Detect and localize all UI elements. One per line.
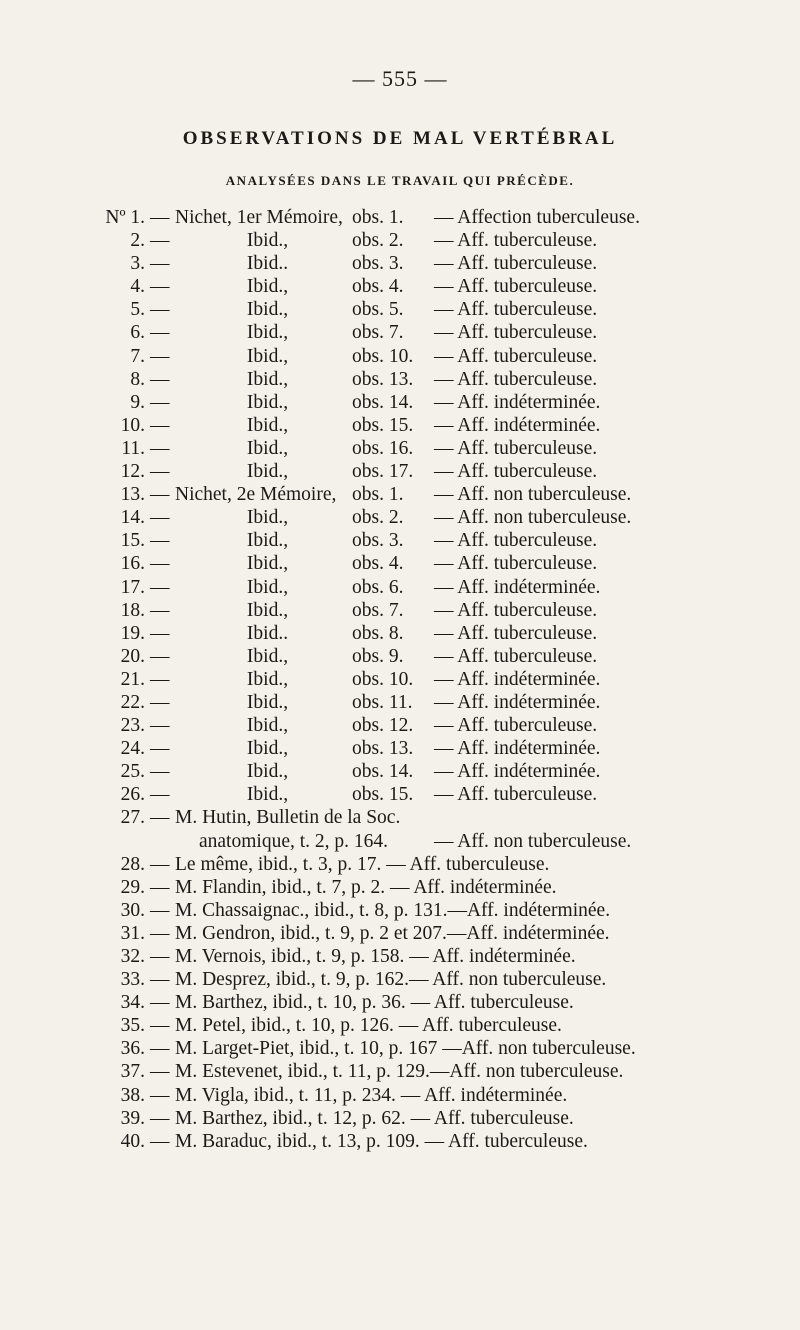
entry-affection: — Aff. tuberculeuse. [434, 230, 598, 252]
list-item-continuation [0, 831, 800, 854]
entry-observation: obs. 3. [352, 253, 404, 275]
entry-source: Ibid., [246, 784, 289, 806]
page-number: — 555 — [352, 66, 448, 91]
entry-observation: obs. 17. [352, 461, 414, 483]
list-item [0, 346, 800, 369]
entry-dash: — [150, 784, 170, 806]
entry-dash: — [150, 507, 170, 529]
entry-dash: — [150, 414, 170, 436]
list-item [0, 807, 800, 830]
entry-source: M. Hutin, Bulletin de la Soc. [175, 807, 401, 829]
entry-dash: — [150, 1061, 170, 1083]
entry-observation: obs. 3. [352, 530, 404, 552]
entry-source: Ibid., [246, 368, 289, 390]
entry-dash: — [150, 207, 170, 228]
entry-source: Ibid., [246, 530, 289, 552]
entry-number: 40. [120, 1130, 145, 1152]
entry-affection: — Aff. tuberculeuse. [434, 253, 598, 275]
entry-number: 11. [121, 437, 145, 459]
entry-number: 37. [120, 1061, 145, 1083]
entry-number: 28. [120, 853, 145, 875]
list-item [0, 784, 800, 807]
entry-dash: — [150, 391, 170, 413]
list-item [0, 1061, 800, 1084]
list-item [0, 392, 800, 415]
entry-affection: — Aff. indéterminée. [434, 761, 601, 783]
entry-number: 6. [130, 322, 145, 344]
entry-number: 27. [120, 807, 145, 829]
entry-dash: — [150, 946, 170, 967]
entry-dash: — [150, 1107, 170, 1129]
list-item [0, 230, 800, 253]
list-item [0, 507, 800, 530]
entry-number: 32. [120, 946, 145, 967]
entry-reference: M. Flandin, ibid., t. 7, p. 2. — Aff. indéterminée. [175, 876, 557, 898]
list-item [0, 1085, 800, 1108]
list-item [0, 854, 800, 877]
entry-dash: — [150, 622, 170, 644]
entry-reference: M. Baraduc, ibid., t. 13, p. 109. — Aff. tuberculeuse. [175, 1130, 588, 1152]
entry-number: 20. [120, 645, 145, 667]
entry-affection: — Aff. tuberculeuse. [434, 276, 598, 298]
entry-dash: — [150, 691, 170, 713]
entry-dash: — [150, 345, 170, 367]
list-item [0, 369, 800, 392]
entry-dash: — [150, 853, 170, 875]
entry-source: Ibid., [246, 761, 289, 783]
list-item [0, 1108, 800, 1131]
entry-number: 2. [130, 230, 145, 252]
entry-affection: — Aff. tuberculeuse. [434, 299, 598, 321]
list-item [0, 415, 800, 438]
entry-observation: obs. 15. [352, 414, 414, 436]
entry-number: 4. [130, 276, 145, 298]
entry-affection: — Aff. tuberculeuse. [434, 322, 598, 344]
list-item [0, 253, 800, 276]
entry-dash: — [150, 299, 170, 321]
entry-number: 31. [120, 922, 145, 944]
list-item [0, 299, 800, 322]
entry-dash: — [150, 368, 170, 390]
entry-dash: — [150, 1130, 170, 1152]
page-subtitle: ANALYSÉES DANS LE TRAVAIL QUI PRÉCÈDE. [225, 173, 575, 188]
list-item [0, 900, 800, 923]
entry-dash: — [150, 461, 170, 483]
entry-number: 24. [120, 738, 145, 760]
entry-source: Ibid., [246, 715, 289, 737]
entry-source: Nichet, 1er Mémoire, [175, 207, 343, 228]
list-item [0, 669, 800, 692]
entry-affection: — Aff. tuberculeuse. [434, 599, 598, 621]
entry-source: Nichet, 2e Mémoire, [175, 484, 337, 506]
entry-source: Ibid., [246, 553, 289, 575]
list-item [0, 715, 800, 738]
entry-dash: — [150, 899, 170, 921]
list-item [0, 1015, 800, 1038]
entry-number: 18. [120, 599, 145, 621]
entry-dash: — [150, 230, 170, 252]
entry-reference: M. Barthez, ibid., t. 12, p. 62. — Aff. tuberculeuse. [175, 1107, 574, 1129]
entry-observation: obs. 15. [352, 784, 414, 806]
entry-number: 14. [120, 507, 145, 529]
entry-observation: obs. 4. [352, 276, 404, 298]
entry-affection: — Aff. non tuberculeuse. [434, 484, 632, 506]
entry-affection: — Aff. indéterminée. [434, 691, 601, 713]
entry-affection: — Aff. tuberculeuse. [434, 622, 598, 644]
entry-affection: — Aff. tuberculeuse. [434, 645, 598, 667]
entry-dash: — [150, 807, 170, 829]
entry-dash: — [150, 276, 170, 298]
entry-dash: — [150, 553, 170, 575]
entry-dash: — [150, 876, 170, 898]
list-item [0, 923, 800, 946]
entry-number: 36. [120, 1038, 145, 1060]
entry-affection: — Aff. indéterminée. [434, 668, 601, 690]
entry-source: Ibid., [246, 645, 289, 667]
entry-observation: obs. 4. [352, 553, 404, 575]
entry-reference: M. Barthez, ibid., t. 10, p. 36. — Aff. tuberculeuse. [175, 992, 574, 1014]
page-title: OBSERVATIONS DE MAL VERTÉBRAL [182, 128, 618, 149]
entry-dash: — [150, 738, 170, 760]
list-item [0, 461, 800, 484]
entry-affection: — Aff. indéterminée. [434, 738, 601, 760]
entry-number: 22. [120, 691, 145, 713]
entry-affection: — Aff. tuberculeuse. [434, 461, 598, 483]
entry-observation: obs. 1. [352, 484, 404, 506]
list-item [0, 530, 800, 553]
entry-number: 17. [120, 576, 145, 598]
entry-reference: M. Larget-Piet, ibid., t. 10, p. 167 —Aff. non tuberculeuse. [175, 1038, 636, 1060]
entry-reference: M. Gendron, ibid., t. 9, p. 2 et 207.—Aff. indéterminée. [175, 922, 610, 944]
entry-observation: obs. 12. [352, 715, 414, 737]
entry-affection: — Aff. non tuberculeuse. [434, 507, 632, 529]
entry-dash: — [150, 253, 170, 275]
entry-number: 30. [120, 899, 145, 921]
list-item [0, 738, 800, 761]
entry-observation: obs. 8. [352, 622, 404, 644]
list-item [0, 276, 800, 299]
entry-reference: M. Petel, ibid., t. 10, p. 126. — Aff. tuberculeuse. [175, 1015, 562, 1037]
entry-dash: — [150, 1084, 170, 1106]
entry-affection: — Aff. indéterminée. [434, 414, 601, 436]
list-item [0, 1038, 800, 1061]
entry-number: 29. [120, 876, 145, 898]
entry-dash: — [150, 576, 170, 598]
list-item [0, 577, 800, 600]
entry-number: Nº 1. [105, 207, 145, 228]
entry-source: Ibid., [246, 668, 289, 690]
entry-number: 34. [120, 992, 145, 1014]
entry-number: 15. [120, 530, 145, 552]
entry-observation: obs. 14. [352, 391, 414, 413]
entry-affection: — Aff. tuberculeuse. [434, 368, 598, 390]
entry-source: Ibid., [246, 461, 289, 483]
list-item [0, 623, 800, 646]
entry-number: 23. [120, 715, 145, 737]
entry-affection: — Aff. tuberculeuse. [434, 530, 598, 552]
entry-source: Ibid., [246, 414, 289, 436]
list-item [0, 969, 800, 992]
entry-observation: obs. 6. [352, 576, 404, 598]
entry-dash: — [150, 668, 170, 690]
entry-number: 8. [130, 368, 145, 390]
entry-affection: — Aff. indéterminée. [434, 576, 601, 598]
entry-observation: obs. 7. [352, 322, 404, 344]
entry-dash: — [150, 761, 170, 783]
entry-source-continued: anatomique, t. 2, p. 164. [199, 830, 389, 852]
entry-observation: obs. 10. [352, 345, 414, 367]
entry-source: Ibid., [246, 299, 289, 321]
entry-number: 35. [120, 1015, 145, 1037]
entry-observation: obs. 5. [352, 299, 404, 321]
entry-dash: — [150, 645, 170, 667]
list-item [0, 484, 800, 507]
entry-dash: — [150, 1015, 170, 1037]
list-item [0, 438, 800, 461]
list-item [0, 992, 800, 1015]
entry-dash: — [150, 1038, 170, 1060]
entry-observation: obs. 11. [352, 691, 413, 713]
entry-number: 26. [120, 784, 145, 806]
entry-number: 13. [120, 484, 145, 506]
entry-dash: — [150, 484, 170, 506]
entry-number: 16. [120, 553, 145, 575]
entry-affection: — Aff. indéterminée. [434, 391, 601, 413]
entry-number: 9. [130, 391, 145, 413]
entry-number: 3. [130, 253, 145, 275]
entry-affection: — Aff. tuberculeuse. [434, 437, 598, 459]
entry-number: 38. [120, 1084, 145, 1106]
entry-observation: obs. 7. [352, 599, 404, 621]
entry-observation: obs. 2. [352, 230, 404, 252]
entry-dash: — [150, 599, 170, 621]
entry-observation: obs. 2. [352, 507, 404, 529]
entry-observation: obs. 10. [352, 668, 414, 690]
entry-affection: — Aff. non tuberculeuse. [434, 830, 632, 852]
entry-number: 10. [120, 414, 145, 436]
entry-affection: — Aff. tuberculeuse. [434, 715, 598, 737]
entry-source: Ibid., [246, 576, 289, 598]
entry-number: 33. [120, 969, 145, 991]
entry-reference: M. Vigla, ibid., t. 11, p. 234. — Aff. indéterminée. [175, 1084, 568, 1106]
entry-number: 21. [120, 668, 145, 690]
entry-source: Ibid., [246, 322, 289, 344]
list-item [0, 322, 800, 345]
entry-number: 19. [120, 622, 145, 644]
entry-observation: obs. 9. [352, 645, 404, 667]
entry-source: Ibid., [246, 691, 289, 713]
entry-source: Ibid., [246, 230, 289, 252]
entry-source: Ibid.. [246, 253, 289, 275]
list-item [0, 692, 800, 715]
entry-observation: obs. 14. [352, 761, 414, 783]
entry-source: Ibid., [246, 345, 289, 367]
entry-source: Ibid., [246, 391, 289, 413]
entry-source: Ibid., [246, 507, 289, 529]
entry-number: 25. [120, 761, 145, 783]
entry-dash: — [150, 715, 170, 737]
entry-observation: obs. 13. [352, 738, 414, 760]
entry-dash: — [150, 530, 170, 552]
list-item [0, 761, 800, 784]
list-item [0, 1131, 800, 1154]
entry-reference: M. Vernois, ibid., t. 9, p. 158. — Aff. indéterminée. [175, 946, 576, 967]
list-item [0, 877, 800, 900]
entry-reference: Le même, ibid., t. 3, p. 17. — Aff. tuberculeuse. [175, 853, 550, 875]
entry-observation: obs. 13. [352, 368, 414, 390]
entry-source: Ibid.. [246, 622, 289, 644]
entry-affection: — Affection tuberculeuse. [434, 207, 640, 228]
list-item [0, 646, 800, 669]
entry-observation: obs. 1. [352, 207, 404, 228]
entry-source: Ibid., [246, 738, 289, 760]
entry-reference: M. Chassaignac., ibid., t. 8, p. 131.—Aff. indéterminée. [175, 899, 611, 921]
entry-dash: — [150, 322, 170, 344]
entry-number: 7. [130, 345, 145, 367]
entry-number: 39. [120, 1107, 145, 1129]
entry-reference: M. Desprez, ibid., t. 9, p. 162.— Aff. non tuberculeuse. [175, 969, 607, 991]
entry-source: Ibid., [246, 437, 289, 459]
entry-source: Ibid., [246, 276, 289, 298]
entry-affection: — Aff. tuberculeuse. [434, 784, 598, 806]
entry-affection: — Aff. tuberculeuse. [434, 553, 598, 575]
entry-affection: — Aff. tuberculeuse. [434, 345, 598, 367]
observation-list [0, 207, 800, 1154]
entry-dash: — [150, 969, 170, 991]
entry-source: Ibid., [246, 599, 289, 621]
entry-number: 12. [120, 461, 145, 483]
list-item [0, 600, 800, 623]
entry-dash: — [150, 437, 170, 459]
entry-observation: obs. 16. [352, 437, 414, 459]
entry-reference: M. Estevenet, ibid., t. 11, p. 129.—Aff. non tuberculeuse. [175, 1061, 624, 1083]
entry-number: 5. [130, 299, 145, 321]
list-item [0, 946, 800, 969]
list-item [0, 207, 800, 230]
entry-dash: — [150, 922, 170, 944]
list-item [0, 553, 800, 576]
entry-dash: — [150, 992, 170, 1014]
